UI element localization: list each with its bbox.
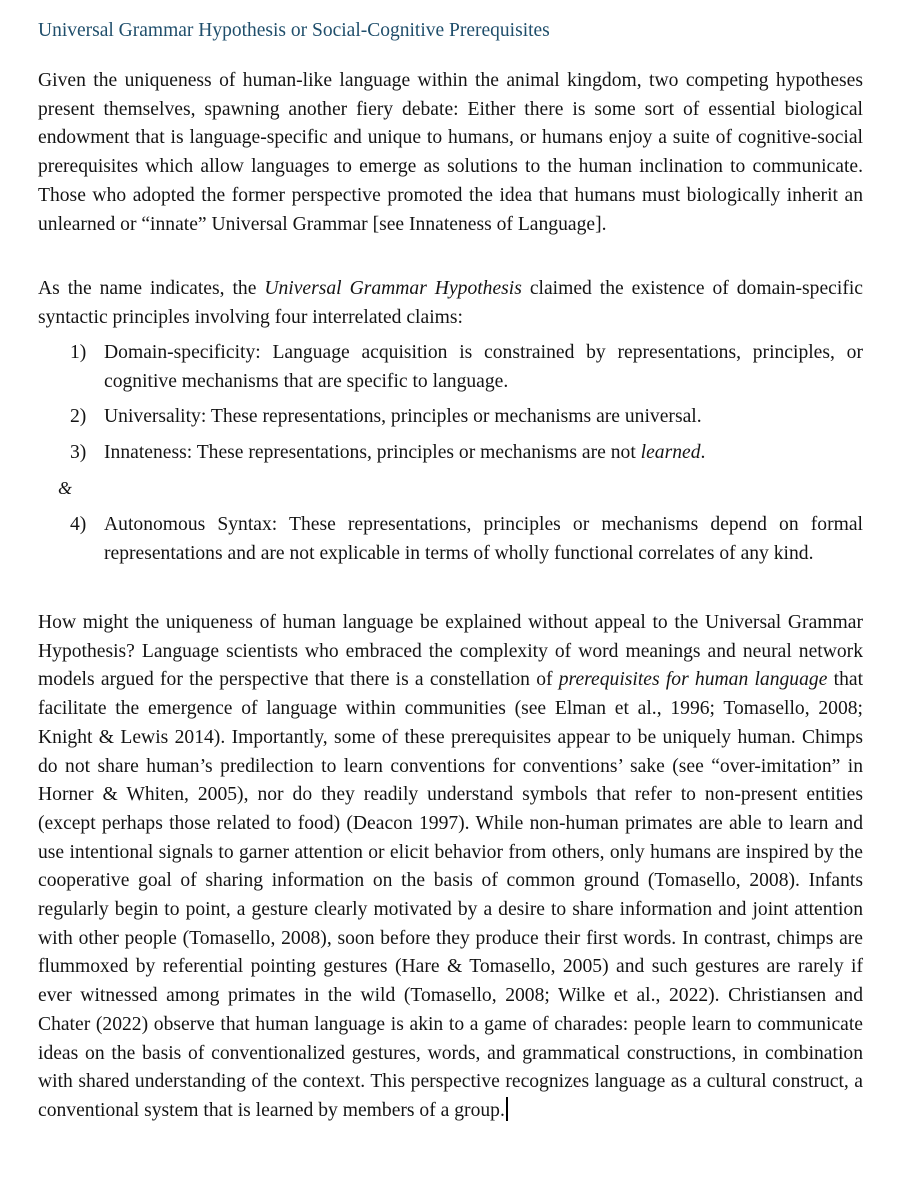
list-item-text: . [700, 442, 706, 463]
paragraph-intro[interactable]: Given the uniqueness of human-like language within the animal kingdom, two competing hypotheses present themselves, spawning another fiery debate: Either there is some sort of essential biological endowment that is language-specific and unique to humans, or humans enjoy a suite of cognitive-social prerequisites which allow languages to emerge as solutions to the human inclination to communicate. Those who adopted the former perspective promoted the idea that humans must biologically inherit an unlearned or “innate” Universal Grammar [see Innateness of Language]. [38, 70, 863, 235]
paragraph-text: As the name indicates, the [38, 278, 265, 299]
claims-list [38, 511, 863, 568]
section-heading: Universal Grammar Hypothesis or Social-Cognitive Prerequisites [38, 20, 550, 41]
ampersand-separator: & [58, 478, 73, 498]
list-item-text: Domain-specificity: Language acquisition is constrained by representations, principles, or cognitive mechanisms that are specific to language. [104, 342, 863, 392]
list-item[interactable] [38, 339, 863, 396]
list-number: 3) [70, 442, 87, 463]
claims-list [38, 339, 863, 396]
claims-list [38, 439, 863, 468]
list-item-text: Autonomous Syntax: These representations, principles or mechanisms depend on formal representations and are not explicable in terms of wholly functional correlates of any kind. [104, 514, 863, 564]
list-number: 4) [70, 514, 87, 535]
list-item[interactable] [38, 511, 863, 568]
list-item-text: Universality: These representations, principles or mechanisms are universal. [104, 406, 702, 427]
italic-term: prerequisites for human language [558, 669, 828, 691]
italic-term: Universal Grammar Hypothesis [264, 278, 522, 299]
paragraph-text: claimed the existence of domain-specific syntactic principles involving four interrelated claims: [38, 278, 863, 328]
paragraph-text: How might the uniqueness of human language be explained without appeal to the Universal Grammar Hypothesis? Language scientists who embraced the complexity of word meanings and neural network models argued for the perspective that there is a constellation of [38, 612, 863, 691]
claims-list [38, 403, 863, 432]
list-item[interactable] [38, 403, 863, 432]
list-number: 1) [70, 342, 87, 363]
paragraph-prerequisites[interactable] [38, 609, 863, 1126]
list-number: 2) [70, 406, 87, 427]
italic-term: learned [640, 442, 701, 463]
list-item-text: Innateness: These representations, principles or mechanisms are not [104, 442, 641, 463]
list-item[interactable] [38, 439, 863, 468]
paragraph-text: that facilitate the emergence of language within communities (see Elman et al., 1996; Tomasello, 2008; Knight & Lewis 2014). Importantly, some of these prerequisites appear to be uniquely human. Chimps do not share human’s predilection to learn conventions for conventions’ sake (see “over-imitation” in Horner & Whiten, 2005), nor do they readily understand symbols that refer to non-present entities (except perhaps those related to food) (Deacon 1997). While non-human primates are able to learn and use intentional signals to garner attention or elicit behavior from others, only humans are inspired by the cooperative goal of sharing information on the basis of common ground (Tomasello, 2008). Infants regularly begin to point, a gesture clearly motivated by a desire to share information and joint attention with other people (Tomasello, 2008), soon before they produce their first words. In contrast, chimps are flummoxed by referential pointing gestures (Hare & Tomasello, 2005) and such gestures are rarely if ever witnessed among primates in the wild (Tomasello, 2008; Wilke et al., 2022). Christiansen and Chater (2022) observe that human language is akin to a game of charades: people learn to communicate ideas on the basis of conventionalized gestures, words, and grammatical constructions, in combination with shared understanding of the context. This perspective recognizes language as a cultural construct, a conventional system that is learned by members of a group. [38, 669, 864, 1121]
text-cursor [506, 1097, 508, 1121]
paragraph-ug-hypothesis[interactable] [38, 275, 863, 332]
